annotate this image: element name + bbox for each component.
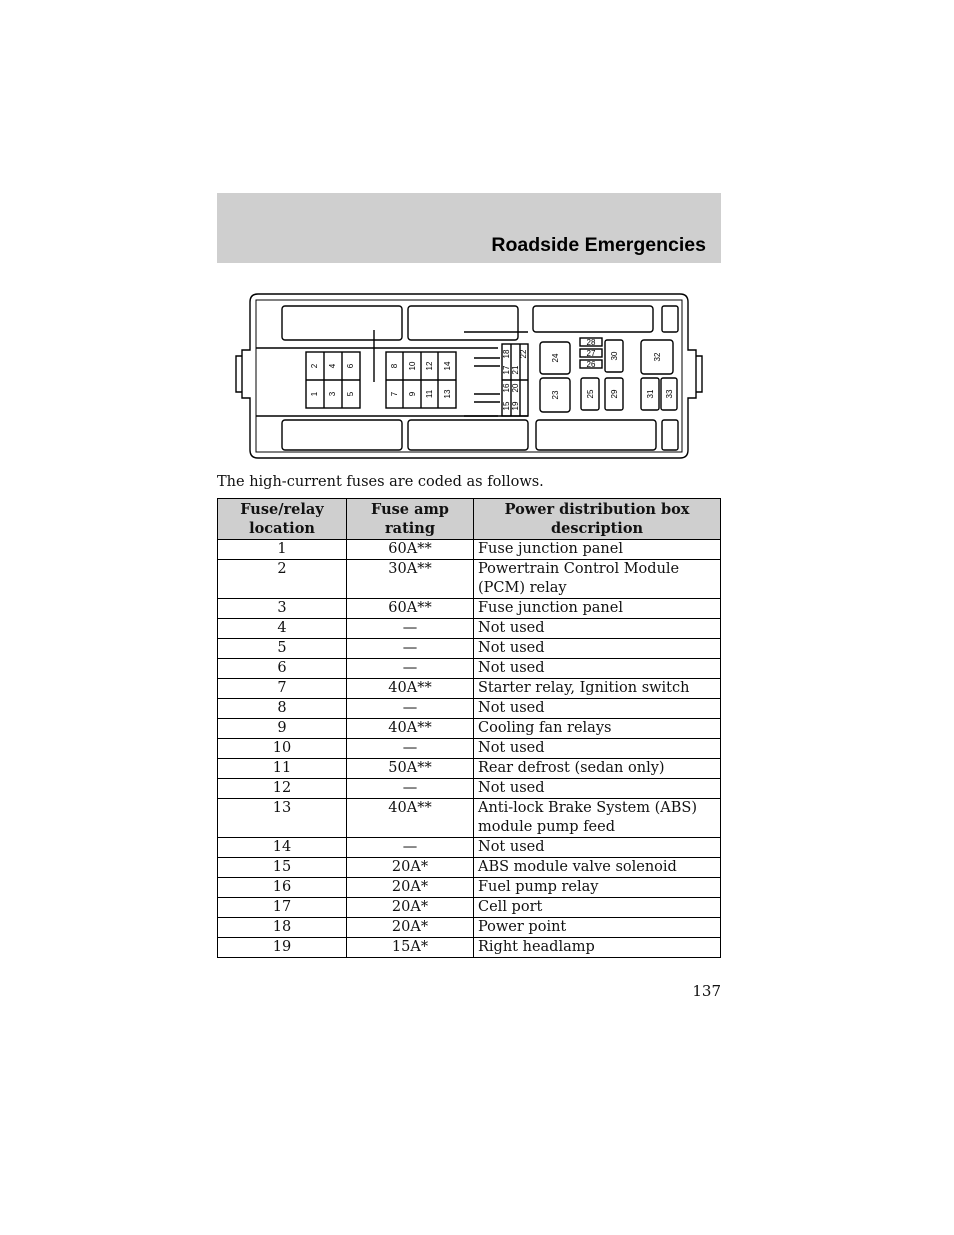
section-title: Roadside Emergencies — [491, 234, 706, 256]
cell-rating: — — [347, 619, 474, 639]
cell-rating: — — [347, 699, 474, 719]
fuse-label-17: 17 — [502, 365, 511, 375]
cell-location: 1 — [218, 540, 347, 560]
cell-description: Fuse junction panel — [474, 540, 721, 560]
fuse-label-2: 2 — [310, 363, 319, 369]
cell-rating: 60A** — [347, 540, 474, 560]
cell-rating: — — [347, 779, 474, 799]
cell-rating: 40A** — [347, 719, 474, 739]
table-row — [218, 799, 721, 838]
cell-location: 12 — [218, 779, 347, 799]
table-row — [218, 659, 721, 679]
cell-rating: — — [347, 739, 474, 759]
cell-location: 3 — [218, 599, 347, 619]
fuse-label-10: 10 — [408, 361, 417, 371]
cell-rating: — — [347, 659, 474, 679]
fuse-label-13: 13 — [443, 389, 452, 399]
cell-description: Anti-lock Brake System (ABS) module pump feed — [474, 799, 721, 838]
cell-location: 11 — [218, 759, 347, 779]
fuse-label-9: 9 — [408, 391, 417, 397]
cell-description: Cooling fan relays — [474, 719, 721, 739]
cell-description: Powertrain Control Module (PCM) relay — [474, 560, 721, 599]
cell-description: Not used — [474, 779, 721, 799]
table-header-row — [218, 499, 721, 540]
cell-rating: 40A** — [347, 799, 474, 838]
cell-description: Not used — [474, 838, 721, 858]
cell-location: 19 — [218, 938, 347, 958]
cell-location: 7 — [218, 679, 347, 699]
cell-description: Fuse junction panel — [474, 599, 721, 619]
table-row — [218, 540, 721, 560]
cell-location: 5 — [218, 639, 347, 659]
cell-rating: — — [347, 838, 474, 858]
cell-location: 17 — [218, 898, 347, 918]
column-header-location: Fuse/relay location — [218, 499, 347, 540]
relay-label-33: 33 — [665, 389, 674, 399]
cell-description: ABS module valve solenoid — [474, 858, 721, 878]
fuse-label-20: 20 — [511, 383, 520, 393]
cell-description: Rear defrost (sedan only) — [474, 759, 721, 779]
relay-label-27: 27 — [586, 349, 596, 358]
fuse-table — [217, 498, 721, 958]
table-row — [218, 639, 721, 659]
fuse-label-11: 11 — [425, 389, 434, 399]
table-row — [218, 699, 721, 719]
cell-location: 16 — [218, 878, 347, 898]
relay-label-31: 31 — [646, 389, 655, 399]
table-row — [218, 560, 721, 599]
fuse-label-5: 5 — [346, 391, 355, 397]
fuse-label-16: 16 — [502, 383, 511, 393]
cell-description: Not used — [474, 699, 721, 719]
fuse-box-diagram — [228, 290, 718, 462]
table-row — [218, 739, 721, 759]
cell-rating: 50A** — [347, 759, 474, 779]
fuse-box-svg — [228, 290, 718, 462]
relay-label-28: 28 — [586, 338, 596, 347]
cell-location: 18 — [218, 918, 347, 938]
cell-location: 6 — [218, 659, 347, 679]
fuse-label-12: 12 — [425, 361, 434, 371]
cell-location: 13 — [218, 799, 347, 838]
column-header-description: Power distribution box description — [474, 499, 721, 540]
fuse-label-14: 14 — [443, 361, 452, 371]
cell-description: Not used — [474, 659, 721, 679]
cell-description: Starter relay, Ignition switch — [474, 679, 721, 699]
cell-rating: — — [347, 639, 474, 659]
table-row — [218, 759, 721, 779]
fuse-label-3: 3 — [328, 391, 337, 397]
cell-location: 10 — [218, 739, 347, 759]
column-header-rating: Fuse amp rating — [347, 499, 474, 540]
cell-rating: 20A* — [347, 898, 474, 918]
fuse-label-21: 21 — [511, 365, 520, 375]
relay-label-23: 23 — [551, 390, 560, 400]
cell-rating: 20A* — [347, 918, 474, 938]
cell-rating: 60A** — [347, 599, 474, 619]
intro-text: The high-current fuses are coded as follows. — [217, 474, 544, 490]
fuse-label-8: 8 — [390, 363, 399, 369]
table-row — [218, 918, 721, 938]
cell-description: Right headlamp — [474, 938, 721, 958]
cell-rating: 40A** — [347, 679, 474, 699]
cell-description: Not used — [474, 619, 721, 639]
relay-label-25: 25 — [586, 389, 595, 399]
table-row — [218, 719, 721, 739]
table-row — [218, 858, 721, 878]
table-row — [218, 679, 721, 699]
table-row — [218, 619, 721, 639]
table-row — [218, 838, 721, 858]
relay-label-30: 30 — [610, 351, 619, 361]
fuse-label-6: 6 — [346, 363, 355, 369]
cell-description: Power point — [474, 918, 721, 938]
fuse-label-18: 18 — [502, 349, 511, 359]
page-number: 137 — [692, 982, 721, 1000]
fuse-label-4: 4 — [328, 363, 337, 369]
cell-rating: 30A** — [347, 560, 474, 599]
relay-label-29: 29 — [610, 389, 619, 399]
fuse-label-22: 22 — [519, 349, 528, 359]
fuse-label-19: 19 — [511, 401, 520, 411]
cell-location: 2 — [218, 560, 347, 599]
relay-label-24: 24 — [551, 353, 560, 363]
cell-rating: 20A* — [347, 858, 474, 878]
cell-rating: 15A* — [347, 938, 474, 958]
table-row — [218, 938, 721, 958]
cell-description: Not used — [474, 639, 721, 659]
cell-location: 14 — [218, 838, 347, 858]
fuse-label-7: 7 — [390, 391, 399, 397]
cell-location: 4 — [218, 619, 347, 639]
cell-location: 9 — [218, 719, 347, 739]
cell-rating: 20A* — [347, 878, 474, 898]
cell-description: Not used — [474, 739, 721, 759]
cell-description: Fuel pump relay — [474, 878, 721, 898]
table-row — [218, 779, 721, 799]
relay-label-26: 26 — [586, 360, 596, 369]
cell-location: 15 — [218, 858, 347, 878]
table-row — [218, 599, 721, 619]
fuse-label-1: 1 — [310, 391, 319, 397]
relay-label-32: 32 — [653, 352, 662, 362]
table-row — [218, 898, 721, 918]
fuse-label-15: 15 — [502, 401, 511, 411]
table-row — [218, 878, 721, 898]
cell-location: 8 — [218, 699, 347, 719]
section-header-band — [217, 193, 721, 263]
cell-description: Cell port — [474, 898, 721, 918]
